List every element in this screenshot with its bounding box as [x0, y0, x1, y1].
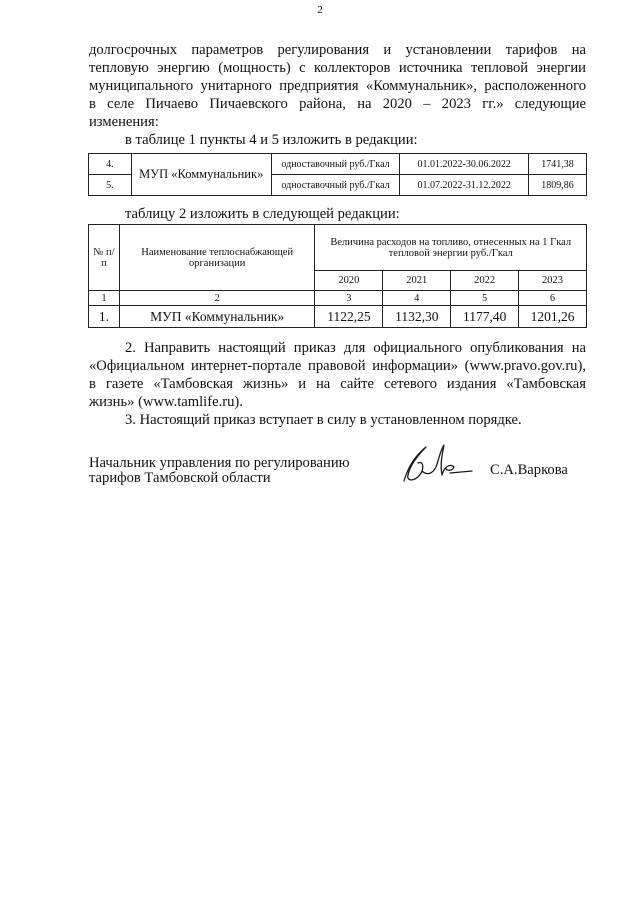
- row-number: 1.: [89, 306, 120, 328]
- tariff-table-1: [88, 153, 587, 196]
- point-3: 3. Настоящий приказ вступает в силу в установленном порядке.: [125, 412, 522, 428]
- column-number: 3: [315, 291, 383, 306]
- table-row: [89, 306, 587, 328]
- column-number: 6: [519, 291, 587, 306]
- table1-intro: в таблице 1 пункты 4 и 5 изложить в редакции:: [125, 132, 418, 148]
- tariff-type: одноставочный руб./Гкал: [271, 154, 400, 175]
- tariff-period: 01.01.2022-30.06.2022: [400, 154, 529, 175]
- column-number: 2: [119, 291, 315, 306]
- header-organization: Наименование теплоснабжающей организации: [119, 225, 315, 291]
- signatory-position-line: Начальник управления по регулированию: [89, 455, 350, 471]
- header-fuel-cost: Величина расходов на топливо, отнесенных на 1 Гкал тепловой энергии руб./Гкал: [315, 225, 587, 271]
- column-number: 5: [451, 291, 519, 306]
- table-header-row: [89, 225, 587, 271]
- organization-name: МУП «Коммунальник»: [119, 306, 315, 328]
- point-2-line: «Официальном интернет-портале правовой информации» (www.pravo.gov.ru),: [89, 358, 586, 374]
- page-number: 2: [317, 4, 323, 16]
- fuel-cost-value: 1122,25: [315, 306, 383, 328]
- signatory-position: [89, 456, 350, 486]
- signatory-name: С.А.Варкова: [490, 462, 568, 478]
- row-number: 4.: [89, 154, 132, 175]
- tariff-value: 1809,86: [529, 175, 587, 196]
- fuel-cost-value: 1201,26: [519, 306, 587, 328]
- fuel-cost-table-2: [88, 224, 587, 328]
- intro-paragraph: [89, 41, 586, 131]
- year-header: 2023: [519, 271, 587, 291]
- tariff-type: одноставочный руб./Гкал: [271, 175, 400, 196]
- organization-name: МУП «Коммунальник»: [131, 154, 271, 196]
- tariff-period: 01.07.2022-31.12.2022: [400, 175, 529, 196]
- intro-line: изменения:: [89, 114, 159, 130]
- year-header: 2020: [315, 271, 383, 291]
- handwritten-signature: [396, 441, 476, 489]
- column-number: 1: [89, 291, 120, 306]
- row-number: 5.: [89, 175, 132, 196]
- signatory-position-line: тарифов Тамбовской области: [89, 470, 271, 486]
- table-row: [89, 154, 587, 175]
- intro-line: долгосрочных параметров регулирования и установлении тарифов на: [89, 42, 586, 58]
- point-2-line: жизнь» (www.tamlife.ru).: [89, 394, 243, 410]
- year-header: 2022: [451, 271, 519, 291]
- tariff-value: 1741,38: [529, 154, 587, 175]
- header-number: № п/п: [89, 225, 120, 291]
- fuel-cost-value: 1177,40: [451, 306, 519, 328]
- point-2-line: в газете «Тамбовская жизнь» и на сайте сетевого издания «Тамбовская: [89, 376, 586, 392]
- column-number: 4: [383, 291, 451, 306]
- column-numbers-row: [89, 291, 587, 306]
- point-2-line: 2. Направить настоящий приказ для официального опубликования на: [125, 340, 586, 356]
- intro-line: тепловую энергию (мощность) с коллекторов источника тепловой энергии: [89, 60, 586, 76]
- point-2-paragraph: [89, 339, 586, 411]
- intro-line: в селе Пичаево Пичаевского района, на 2020 – 2023 гг.» следующие: [89, 96, 586, 112]
- intro-line: муниципального унитарного предприятия «Коммунальник», расположенного: [89, 78, 586, 94]
- table2-intro: таблицу 2 изложить в следующей редакции:: [125, 206, 400, 222]
- year-header: 2021: [383, 271, 451, 291]
- fuel-cost-value: 1132,30: [383, 306, 451, 328]
